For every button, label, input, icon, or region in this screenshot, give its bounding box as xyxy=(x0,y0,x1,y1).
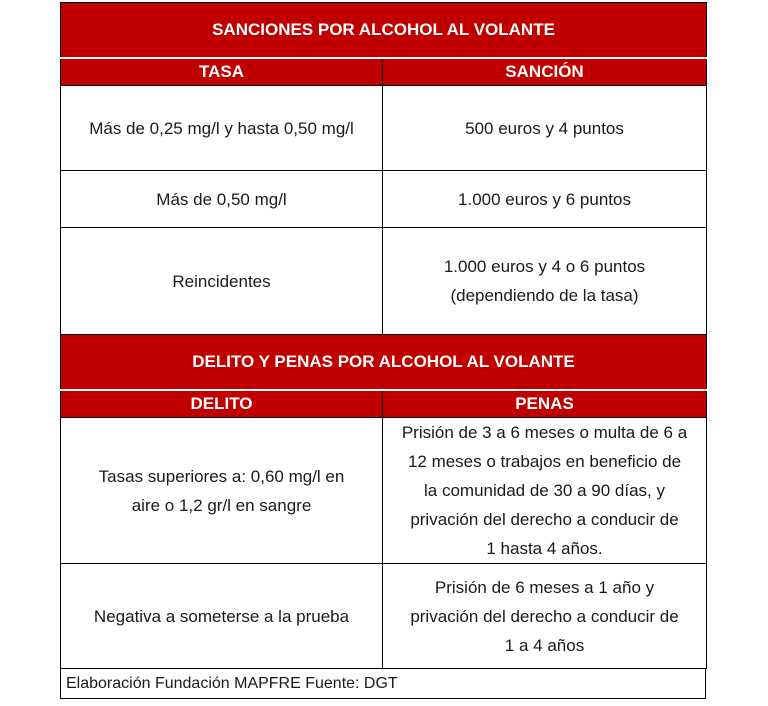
sancion-line: 1.000 euros y 6 puntos xyxy=(458,189,631,209)
sancion-line: (dependiendo de la tasa) xyxy=(450,286,639,305)
table-row xyxy=(61,86,707,171)
delito-line: aire o 1,2 gr/l en sangre xyxy=(131,495,312,515)
sanctions-sheet xyxy=(60,2,706,699)
sancion-line: 500 euros y 4 puntos xyxy=(465,118,624,138)
sancion-cell xyxy=(383,86,707,171)
table-row xyxy=(61,171,707,228)
sancion-cell xyxy=(383,171,707,228)
source-footer: Elaboración Fundación MAPFRE Fuente: DGT xyxy=(60,669,706,699)
section1-header-row xyxy=(61,58,707,86)
sancion-cell xyxy=(383,228,707,335)
delito-cell xyxy=(61,564,383,669)
section2-title: DELITO Y PENAS POR ALCOHOL AL VOLANTE xyxy=(61,335,707,391)
penas-line: privación del derecho a conducir de xyxy=(410,510,679,529)
penas-line: 1 hasta 4 años. xyxy=(486,539,603,558)
penas-cell xyxy=(383,564,707,669)
sancion-line: 1.000 euros y 4 o 6 puntos xyxy=(443,257,646,276)
penas-line: Prisión de 3 a 6 meses o multa de 6 a xyxy=(401,423,688,442)
table-row xyxy=(61,564,707,669)
section2-col2-header: PENAS xyxy=(383,390,707,418)
delito-cell xyxy=(61,418,383,564)
tasa-cell: Más de 0,25 mg/l y hasta 0,50 mg/l xyxy=(61,86,383,171)
penas-line: privación del derecho a conducir de xyxy=(410,606,679,626)
table-row xyxy=(61,228,707,335)
section1-col1-header: TASA xyxy=(61,58,383,86)
sanctions-table xyxy=(60,2,707,669)
section1-title: SANCIONES POR ALCOHOL AL VOLANTE xyxy=(61,3,707,59)
delito-line: Tasas superiores a: 0,60 mg/l en xyxy=(98,466,345,486)
tasa-cell: Más de 0,50 mg/l xyxy=(61,171,383,228)
table-row xyxy=(61,418,707,564)
section1-col2-header: SANCIÓN xyxy=(383,58,707,86)
section2-col1-header: DELITO xyxy=(61,390,383,418)
penas-cell xyxy=(383,418,707,564)
section2-title-row xyxy=(61,335,707,391)
delito-line: Negativa a someterse a la prueba xyxy=(93,606,350,626)
penas-line: Prisión de 6 meses a 1 año y xyxy=(434,577,655,597)
section1-title-row xyxy=(61,3,707,59)
penas-line: 1 a 4 años xyxy=(504,635,585,655)
penas-line: 12 meses o trabajos en beneficio de xyxy=(407,452,682,471)
tasa-cell: Reincidentes xyxy=(61,228,383,335)
penas-line: la comunidad de 30 a 90 días, y xyxy=(424,481,665,500)
section2-header-row xyxy=(61,390,707,418)
